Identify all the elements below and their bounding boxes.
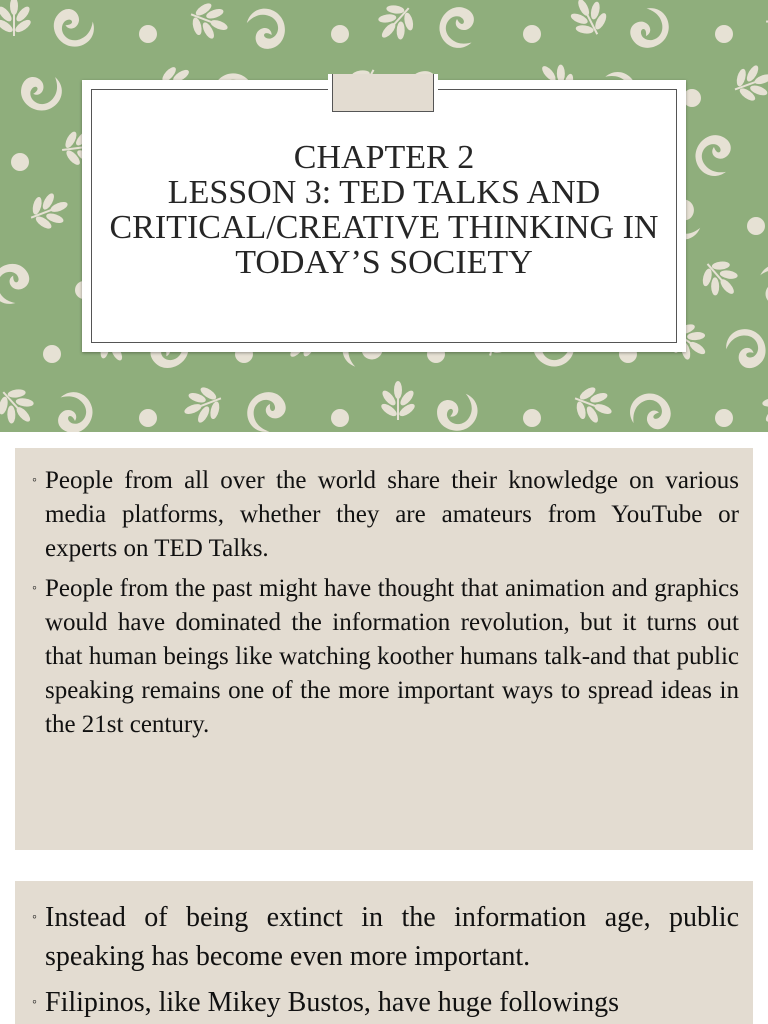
bullet-text: People from the past might have thought that animation and graphics would have dominated the information revolution, but it turns out that human beings like watching koother humans talk-and that public speaking remains one of the more important ways to spread ideas in the 21st century. xyxy=(45,575,739,738)
bullet-text: Filipinos, like Mikey Bustos, have huge followings xyxy=(45,987,619,1018)
bullet-text: Instead of being extinct in the information age, public speaking has become even more important. xyxy=(45,902,739,972)
bullet-item xyxy=(15,898,753,976)
bullet-item xyxy=(15,572,753,742)
bullet-marker: ◦ xyxy=(32,995,37,1010)
content-slide-1 xyxy=(15,448,753,850)
slide-title xyxy=(82,140,686,280)
bullet-marker: ◦ xyxy=(32,473,37,488)
bullet-marker: ◦ xyxy=(32,581,37,596)
title-line-lesson: LESSON 3: TED TALKS AND xyxy=(167,174,601,211)
content-slide-2 xyxy=(15,881,753,1024)
title-line-society: TODAY’S SOCIETY xyxy=(235,244,533,281)
bullet-item xyxy=(15,464,753,566)
title-line-topic: CRITICAL/CREATIVE THINKING IN xyxy=(109,209,659,246)
bullet-item xyxy=(15,983,753,1022)
title-card-tab xyxy=(328,74,438,116)
title-slide xyxy=(0,0,768,432)
bullet-marker: ◦ xyxy=(32,910,37,925)
title-line-chapter: CHAPTER 2 xyxy=(293,139,475,176)
title-card xyxy=(82,80,686,352)
bullet-text: People from all over the world share their knowledge on various media platforms, whether they are amateurs from YouTube or experts on TED Talks. xyxy=(45,467,739,562)
